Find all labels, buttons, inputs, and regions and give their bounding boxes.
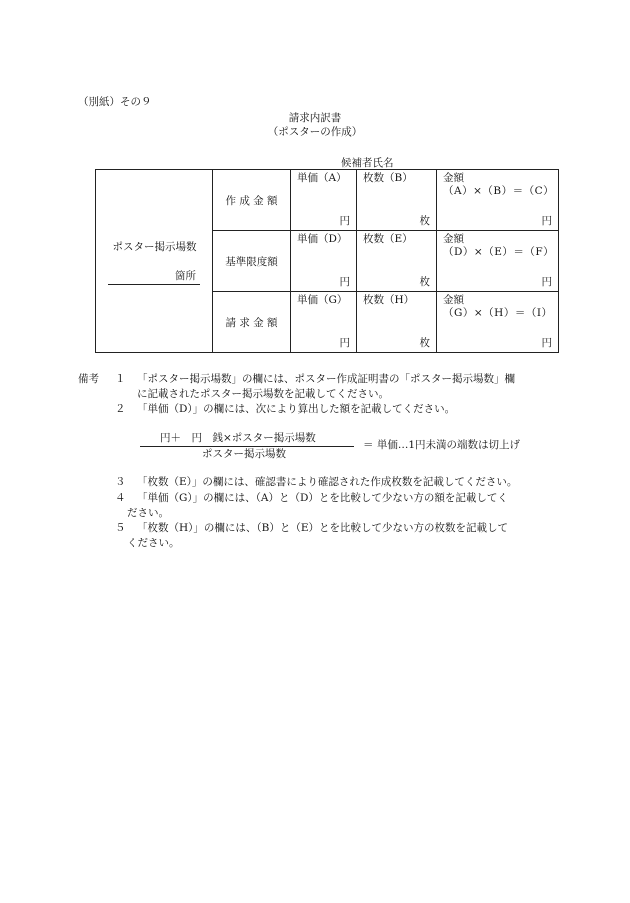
unit-price-cell	[291, 170, 357, 231]
note-text: 「枚数（H）」の欄には、（B）と（E）とを比較して少ない方の枚数を記載して	[137, 522, 509, 534]
row-label-cell	[213, 292, 291, 353]
note-text-continued: に記載されたポスター掲示場数を記載してください。	[137, 388, 389, 400]
mai-unit: 枚	[419, 215, 430, 227]
amount-label: 金額	[443, 233, 464, 245]
page-title: 請求内訳書	[288, 112, 342, 124]
count-label: 枚数（E）	[363, 233, 413, 245]
amount-formula: （A）×（B）＝（C）	[443, 185, 555, 197]
attachment-label: （別紙）その９	[78, 96, 152, 108]
amount-cell	[437, 170, 559, 231]
note-text: 「枚数（E）」の欄には、確認書により確認された作成枚数を記載してください。	[137, 476, 518, 488]
formula-denominator: ポスター掲示場数	[202, 448, 286, 460]
candidate-name-label: 候補者氏名	[341, 157, 394, 169]
formula-numerator: 円＋ 円 銭×ポスター掲示場数	[160, 432, 316, 444]
formula-fraction-bar	[140, 446, 354, 447]
mai-unit: 枚	[419, 337, 430, 349]
amount-label: 金額	[443, 294, 464, 306]
mai-unit: 枚	[419, 276, 430, 288]
note-number: ４	[115, 492, 126, 504]
row-label: 基準限度額	[225, 255, 278, 268]
yen-unit: 円	[541, 276, 552, 288]
poster-sites-cell	[96, 170, 213, 353]
row-label: 作 成 金 額	[225, 194, 278, 207]
row-label-cell	[213, 231, 291, 292]
count-cell	[357, 170, 437, 231]
unit-price-label: 単価（G）	[297, 294, 348, 306]
amount-formula: （G）×（H）＝（I）	[443, 307, 553, 319]
page-subtitle: （ポスターの作成）	[267, 126, 363, 138]
yen-unit: 円	[541, 337, 552, 349]
sites-underline	[108, 284, 200, 285]
table-row	[96, 170, 559, 231]
unit-price-cell	[291, 292, 357, 353]
yen-unit: 円	[339, 337, 350, 349]
unit-price-label: 単価（D）	[297, 233, 348, 245]
row-label: 請 求 金 額	[225, 316, 278, 329]
note-number: ５	[115, 522, 126, 534]
note-text: 「単価（D）」の欄には、次により算出した額を記載してください。	[137, 403, 456, 415]
cost-table	[95, 169, 559, 353]
yen-unit: 円	[541, 215, 552, 227]
yen-unit: 円	[339, 215, 350, 227]
note-text-continued: ください。	[127, 537, 180, 549]
unit-price-label: 単価（A）	[297, 172, 347, 184]
amount-cell	[437, 231, 559, 292]
note-number: ３	[115, 476, 126, 488]
note-number: ２	[115, 403, 126, 415]
sites-unit: 箇所	[175, 270, 196, 282]
count-label: 枚数（B）	[363, 172, 413, 184]
note-text: 「単価（G）」の欄には、（A）と（D）とを比較して少ない方の額を記載してく	[137, 492, 508, 504]
count-cell	[357, 231, 437, 292]
yen-unit: 円	[339, 276, 350, 288]
note-text: 「ポスター掲示場数」の欄には、ポスター作成証明書の「ポスター掲示場数」欄	[137, 373, 515, 385]
count-label: 枚数（H）	[363, 294, 415, 306]
amount-cell	[437, 292, 559, 353]
row-label-cell	[213, 170, 291, 231]
unit-price-cell	[291, 231, 357, 292]
notes-label: 備考	[78, 373, 99, 385]
poster-sites-label: ポスター掲示場数	[112, 241, 197, 253]
note-number: １	[115, 373, 126, 385]
count-cell	[357, 292, 437, 353]
amount-formula: （D）×（E）＝（F）	[443, 246, 555, 258]
note-text-continued: ださい。	[127, 507, 169, 519]
amount-label: 金額	[443, 172, 464, 184]
formula-result: ＝ 単価…1円未満の端数は切上げ	[363, 439, 521, 451]
